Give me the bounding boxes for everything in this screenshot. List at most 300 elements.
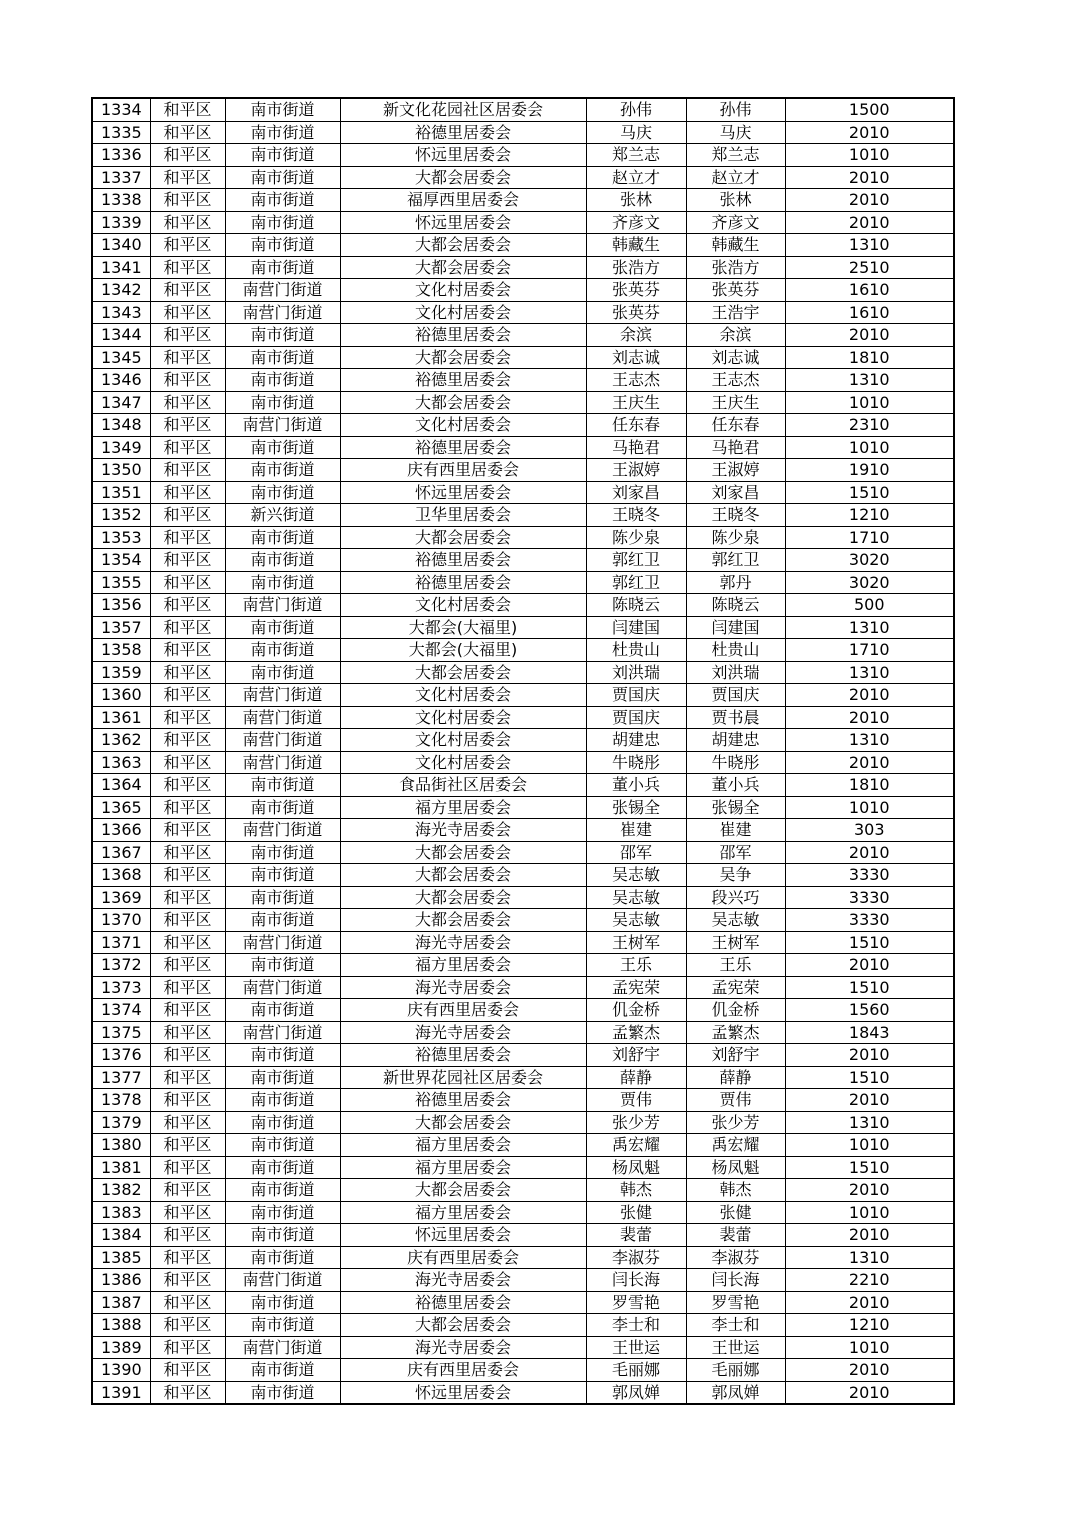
district-cell: 和平区 [150, 391, 225, 414]
table-row [92, 1224, 954, 1247]
amount-cell: 1560 [785, 999, 954, 1022]
amount-cell: 3020 [785, 571, 954, 594]
table-row [92, 1314, 954, 1337]
member-cell: 马庆 [686, 121, 785, 144]
table-row [92, 1336, 954, 1359]
amount-cell: 1510 [785, 1156, 954, 1179]
street-cell: 南市街道 [225, 1291, 340, 1314]
amount-cell: 1510 [785, 481, 954, 504]
committee-cell: 裕德里居委会 [340, 436, 586, 459]
row-number-cell: 1336 [92, 144, 150, 167]
row-number-cell: 1356 [92, 594, 150, 617]
row-number-cell: 1350 [92, 459, 150, 482]
district-cell: 和平区 [150, 279, 225, 302]
member-cell: 段兴巧 [686, 886, 785, 909]
amount-cell: 3330 [785, 886, 954, 909]
street-cell: 南市街道 [225, 1314, 340, 1337]
applicant-cell: 王晓冬 [586, 504, 686, 527]
member-cell: 贾伟 [686, 1089, 785, 1112]
district-cell: 和平区 [150, 369, 225, 392]
applicant-cell: 贾伟 [586, 1089, 686, 1112]
committee-cell: 海光寺居委会 [340, 1336, 586, 1359]
row-number-cell: 1372 [92, 954, 150, 977]
member-cell: 禹宏耀 [686, 1134, 785, 1157]
applicant-cell: 陈晓云 [586, 594, 686, 617]
member-cell: 王乐 [686, 954, 785, 977]
member-cell: 张健 [686, 1201, 785, 1224]
applicant-cell: 王乐 [586, 954, 686, 977]
committee-cell: 大都会居委会 [340, 909, 586, 932]
amount-cell: 2210 [785, 1269, 954, 1292]
table-row [92, 616, 954, 639]
street-cell: 南市街道 [225, 1044, 340, 1067]
amount-cell: 1910 [785, 459, 954, 482]
applicant-cell: 张英芬 [586, 301, 686, 324]
table-row [92, 751, 954, 774]
row-number-cell: 1343 [92, 301, 150, 324]
street-cell: 南市街道 [225, 549, 340, 572]
committee-cell: 大都会(大福里) [340, 639, 586, 662]
member-cell: 李士和 [686, 1314, 785, 1337]
applicant-cell: 张英芬 [586, 279, 686, 302]
district-cell: 和平区 [150, 1066, 225, 1089]
table-row [92, 1381, 954, 1404]
amount-cell: 3330 [785, 864, 954, 887]
table-row [92, 369, 954, 392]
row-number-cell: 1369 [92, 886, 150, 909]
committee-cell: 文化村居委会 [340, 684, 586, 707]
street-cell: 南市街道 [225, 796, 340, 819]
member-cell: 王庆生 [686, 391, 785, 414]
amount-cell: 1010 [785, 796, 954, 819]
table-row [92, 1269, 954, 1292]
member-cell: 郭凤婵 [686, 1381, 785, 1404]
amount-cell: 2010 [785, 189, 954, 212]
row-number-cell: 1352 [92, 504, 150, 527]
member-cell: 薛静 [686, 1066, 785, 1089]
street-cell: 南市街道 [225, 864, 340, 887]
member-cell: 刘舒宇 [686, 1044, 785, 1067]
amount-cell: 1310 [785, 661, 954, 684]
table-row [92, 1066, 954, 1089]
member-cell: 贾国庆 [686, 684, 785, 707]
committee-cell: 裕德里居委会 [340, 1044, 586, 1067]
applicant-cell: 仉金桥 [586, 999, 686, 1022]
district-cell: 和平区 [150, 1089, 225, 1112]
street-cell: 南市街道 [225, 1089, 340, 1112]
committee-cell: 怀远里居委会 [340, 144, 586, 167]
committee-cell: 文化村居委会 [340, 301, 586, 324]
amount-cell: 2010 [785, 121, 954, 144]
street-cell: 南市街道 [225, 481, 340, 504]
amount-cell: 2010 [785, 1381, 954, 1404]
committee-cell: 海光寺居委会 [340, 1021, 586, 1044]
applicant-cell: 王世运 [586, 1336, 686, 1359]
committee-cell: 新世界花园社区居委会 [340, 1066, 586, 1089]
committee-cell: 怀远里居委会 [340, 1381, 586, 1404]
table-row [92, 549, 954, 572]
amount-cell: 1010 [785, 436, 954, 459]
row-number-cell: 1362 [92, 729, 150, 752]
applicant-cell: 陈少泉 [586, 526, 686, 549]
member-cell: 韩杰 [686, 1179, 785, 1202]
committee-cell: 庆有西里居委会 [340, 1359, 586, 1382]
row-number-cell: 1349 [92, 436, 150, 459]
row-number-cell: 1378 [92, 1089, 150, 1112]
member-cell: 闫长海 [686, 1269, 785, 1292]
amount-cell: 1310 [785, 1111, 954, 1134]
member-cell: 张林 [686, 189, 785, 212]
street-cell: 南市街道 [225, 1066, 340, 1089]
row-number-cell: 1382 [92, 1179, 150, 1202]
member-cell: 郭红卫 [686, 549, 785, 572]
applicant-cell: 郑兰志 [586, 144, 686, 167]
committee-cell: 裕德里居委会 [340, 324, 586, 347]
district-cell: 和平区 [150, 1359, 225, 1382]
district-cell: 和平区 [150, 1336, 225, 1359]
member-cell: 任东春 [686, 414, 785, 437]
street-cell: 南营门街道 [225, 1021, 340, 1044]
amount-cell: 2010 [785, 1179, 954, 1202]
applicant-cell: 崔建 [586, 819, 686, 842]
amount-cell: 1810 [785, 774, 954, 797]
committee-cell: 海光寺居委会 [340, 1269, 586, 1292]
table-row [92, 1246, 954, 1269]
row-number-cell: 1385 [92, 1246, 150, 1269]
row-number-cell: 1334 [92, 98, 150, 121]
member-cell: 孙伟 [686, 98, 785, 121]
street-cell: 南市街道 [225, 1381, 340, 1404]
amount-cell: 2010 [785, 751, 954, 774]
district-cell: 和平区 [150, 1246, 225, 1269]
member-cell: 胡建忠 [686, 729, 785, 752]
table-row [92, 819, 954, 842]
applicant-cell: 王庆生 [586, 391, 686, 414]
district-cell: 和平区 [150, 616, 225, 639]
table-row [92, 121, 954, 144]
table-row [92, 459, 954, 482]
street-cell: 南市街道 [225, 369, 340, 392]
member-cell: 王淑婷 [686, 459, 785, 482]
committee-cell: 怀远里居委会 [340, 481, 586, 504]
amount-cell: 1510 [785, 976, 954, 999]
table-row [92, 279, 954, 302]
committee-cell: 裕德里居委会 [340, 369, 586, 392]
table-row [92, 931, 954, 954]
committee-cell: 大都会居委会 [340, 886, 586, 909]
table-row [92, 706, 954, 729]
street-cell: 南市街道 [225, 954, 340, 977]
member-cell: 仉金桥 [686, 999, 785, 1022]
district-cell: 和平区 [150, 684, 225, 707]
street-cell: 南营门街道 [225, 594, 340, 617]
street-cell: 南市街道 [225, 1246, 340, 1269]
member-cell: 王树军 [686, 931, 785, 954]
street-cell: 南市街道 [225, 886, 340, 909]
amount-cell: 2010 [785, 1291, 954, 1314]
amount-cell: 1500 [785, 98, 954, 121]
street-cell: 南市街道 [225, 234, 340, 257]
table-row [92, 639, 954, 662]
row-number-cell: 1390 [92, 1359, 150, 1382]
row-number-cell: 1338 [92, 189, 150, 212]
row-number-cell: 1376 [92, 1044, 150, 1067]
district-cell: 和平区 [150, 211, 225, 234]
district-cell: 和平区 [150, 886, 225, 909]
district-cell: 和平区 [150, 166, 225, 189]
row-number-cell: 1375 [92, 1021, 150, 1044]
district-cell: 和平区 [150, 459, 225, 482]
applicant-cell: 孟宪荣 [586, 976, 686, 999]
committee-cell: 大都会(大福里) [340, 616, 586, 639]
applicant-cell: 薛静 [586, 1066, 686, 1089]
row-number-cell: 1379 [92, 1111, 150, 1134]
table-row [92, 166, 954, 189]
member-cell: 王晓冬 [686, 504, 785, 527]
table-row [92, 1291, 954, 1314]
row-number-cell: 1361 [92, 706, 150, 729]
street-cell: 南市街道 [225, 526, 340, 549]
committee-cell: 裕德里居委会 [340, 571, 586, 594]
applicant-cell: 王淑婷 [586, 459, 686, 482]
district-cell: 和平区 [150, 256, 225, 279]
street-cell: 南市街道 [225, 616, 340, 639]
applicant-cell: 吴志敏 [586, 909, 686, 932]
committee-cell: 大都会居委会 [340, 391, 586, 414]
district-cell: 和平区 [150, 414, 225, 437]
table-row [92, 346, 954, 369]
row-number-cell: 1368 [92, 864, 150, 887]
applicant-cell: 贾国庆 [586, 706, 686, 729]
street-cell: 南市街道 [225, 324, 340, 347]
street-cell: 南营门街道 [225, 414, 340, 437]
district-cell: 和平区 [150, 999, 225, 1022]
district-cell: 和平区 [150, 1021, 225, 1044]
member-cell: 王世运 [686, 1336, 785, 1359]
applicant-cell: 张浩方 [586, 256, 686, 279]
table-row [92, 571, 954, 594]
district-cell: 和平区 [150, 436, 225, 459]
district-cell: 和平区 [150, 189, 225, 212]
committee-cell: 大都会居委会 [340, 1179, 586, 1202]
committee-cell: 卫华里居委会 [340, 504, 586, 527]
district-cell: 和平区 [150, 1201, 225, 1224]
applicant-cell: 马庆 [586, 121, 686, 144]
member-cell: 孟宪荣 [686, 976, 785, 999]
row-number-cell: 1367 [92, 841, 150, 864]
row-number-cell: 1380 [92, 1134, 150, 1157]
committee-cell: 文化村居委会 [340, 279, 586, 302]
district-cell: 和平区 [150, 796, 225, 819]
data-table [91, 97, 955, 1405]
applicant-cell: 齐彦文 [586, 211, 686, 234]
district-cell: 和平区 [150, 1179, 225, 1202]
district-cell: 和平区 [150, 301, 225, 324]
street-cell: 南营门街道 [225, 706, 340, 729]
street-cell: 南营门街道 [225, 279, 340, 302]
applicant-cell: 闫建国 [586, 616, 686, 639]
street-cell: 南市街道 [225, 1111, 340, 1134]
table-row [92, 414, 954, 437]
table-row [92, 234, 954, 257]
amount-cell: 3020 [785, 549, 954, 572]
amount-cell: 3330 [785, 909, 954, 932]
row-number-cell: 1337 [92, 166, 150, 189]
table-row [92, 391, 954, 414]
district-cell: 和平区 [150, 571, 225, 594]
row-number-cell: 1355 [92, 571, 150, 594]
district-cell: 和平区 [150, 1291, 225, 1314]
table-row [92, 211, 954, 234]
applicant-cell: 刘家昌 [586, 481, 686, 504]
member-cell: 王志杰 [686, 369, 785, 392]
amount-cell: 303 [785, 819, 954, 842]
applicant-cell: 杨凤魁 [586, 1156, 686, 1179]
amount-cell: 1010 [785, 1134, 954, 1157]
amount-cell: 1310 [785, 729, 954, 752]
applicant-cell: 邵军 [586, 841, 686, 864]
street-cell: 南市街道 [225, 1224, 340, 1247]
table-row [92, 1089, 954, 1112]
street-cell: 南市街道 [225, 211, 340, 234]
table-row [92, 481, 954, 504]
district-cell: 和平区 [150, 1381, 225, 1404]
row-number-cell: 1364 [92, 774, 150, 797]
committee-cell: 大都会居委会 [340, 166, 586, 189]
amount-cell: 500 [785, 594, 954, 617]
row-number-cell: 1373 [92, 976, 150, 999]
district-cell: 和平区 [150, 346, 225, 369]
applicant-cell: 郭凤婵 [586, 1381, 686, 1404]
applicant-cell: 张锡全 [586, 796, 686, 819]
row-number-cell: 1358 [92, 639, 150, 662]
district-cell: 和平区 [150, 481, 225, 504]
amount-cell: 2010 [785, 166, 954, 189]
row-number-cell: 1384 [92, 1224, 150, 1247]
row-number-cell: 1348 [92, 414, 150, 437]
member-cell: 闫建国 [686, 616, 785, 639]
table-row [92, 144, 954, 167]
member-cell: 裴蕾 [686, 1224, 785, 1247]
street-cell: 南市街道 [225, 1156, 340, 1179]
street-cell: 南市街道 [225, 98, 340, 121]
table-row [92, 841, 954, 864]
applicant-cell: 罗雪艳 [586, 1291, 686, 1314]
member-cell: 杨凤魁 [686, 1156, 785, 1179]
committee-cell: 文化村居委会 [340, 414, 586, 437]
amount-cell: 2310 [785, 414, 954, 437]
street-cell: 南市街道 [225, 1359, 340, 1382]
row-number-cell: 1374 [92, 999, 150, 1022]
amount-cell: 1210 [785, 1314, 954, 1337]
member-cell: 吴争 [686, 864, 785, 887]
applicant-cell: 韩藏生 [586, 234, 686, 257]
row-number-cell: 1371 [92, 931, 150, 954]
table-row [92, 954, 954, 977]
amount-cell: 2510 [785, 256, 954, 279]
row-number-cell: 1340 [92, 234, 150, 257]
table-row [92, 98, 954, 121]
row-number-cell: 1341 [92, 256, 150, 279]
table-row [92, 864, 954, 887]
amount-cell: 1843 [785, 1021, 954, 1044]
member-cell: 刘志诚 [686, 346, 785, 369]
row-number-cell: 1342 [92, 279, 150, 302]
committee-cell: 裕德里居委会 [340, 121, 586, 144]
amount-cell: 2010 [785, 706, 954, 729]
amount-cell: 1810 [785, 346, 954, 369]
street-cell: 南营门街道 [225, 931, 340, 954]
amount-cell: 1310 [785, 234, 954, 257]
member-cell: 陈晓云 [686, 594, 785, 617]
applicant-cell: 马艳君 [586, 436, 686, 459]
member-cell: 董小兵 [686, 774, 785, 797]
street-cell: 南市街道 [225, 391, 340, 414]
district-cell: 和平区 [150, 324, 225, 347]
row-number-cell: 1370 [92, 909, 150, 932]
table-row [92, 684, 954, 707]
committee-cell: 福方里居委会 [340, 1156, 586, 1179]
street-cell: 南市街道 [225, 639, 340, 662]
applicant-cell: 郭红卫 [586, 571, 686, 594]
amount-cell: 1010 [785, 391, 954, 414]
member-cell: 张少芳 [686, 1111, 785, 1134]
amount-cell: 2010 [785, 684, 954, 707]
member-cell: 牛晓彤 [686, 751, 785, 774]
member-cell: 毛丽娜 [686, 1359, 785, 1382]
district-cell: 和平区 [150, 1269, 225, 1292]
amount-cell: 1710 [785, 526, 954, 549]
street-cell: 南营门街道 [225, 1336, 340, 1359]
row-number-cell: 1359 [92, 661, 150, 684]
committee-cell: 大都会居委会 [340, 841, 586, 864]
member-cell: 孟繁杰 [686, 1021, 785, 1044]
street-cell: 南市街道 [225, 774, 340, 797]
table-row [92, 324, 954, 347]
table-row [92, 189, 954, 212]
street-cell: 南营门街道 [225, 301, 340, 324]
member-cell: 郑兰志 [686, 144, 785, 167]
applicant-cell: 吴志敏 [586, 864, 686, 887]
applicant-cell: 赵立才 [586, 166, 686, 189]
street-cell: 南市街道 [225, 1134, 340, 1157]
committee-cell: 裕德里居委会 [340, 549, 586, 572]
row-number-cell: 1344 [92, 324, 150, 347]
committee-cell: 大都会居委会 [340, 234, 586, 257]
street-cell: 南营门街道 [225, 819, 340, 842]
committee-cell: 海光寺居委会 [340, 976, 586, 999]
committee-cell: 福方里居委会 [340, 1201, 586, 1224]
district-cell: 和平区 [150, 504, 225, 527]
applicant-cell: 贾国庆 [586, 684, 686, 707]
member-cell: 韩藏生 [686, 234, 785, 257]
table-row [92, 774, 954, 797]
street-cell: 南营门街道 [225, 751, 340, 774]
row-number-cell: 1335 [92, 121, 150, 144]
street-cell: 南市街道 [225, 346, 340, 369]
committee-cell: 大都会居委会 [340, 1314, 586, 1337]
amount-cell: 1310 [785, 616, 954, 639]
committee-cell: 怀远里居委会 [340, 211, 586, 234]
committee-cell: 文化村居委会 [340, 751, 586, 774]
applicant-cell: 刘洪瑞 [586, 661, 686, 684]
member-cell: 余滨 [686, 324, 785, 347]
applicant-cell: 孟繁杰 [586, 1021, 686, 1044]
table-row [92, 886, 954, 909]
district-cell: 和平区 [150, 526, 225, 549]
applicant-cell: 任东春 [586, 414, 686, 437]
district-cell: 和平区 [150, 841, 225, 864]
